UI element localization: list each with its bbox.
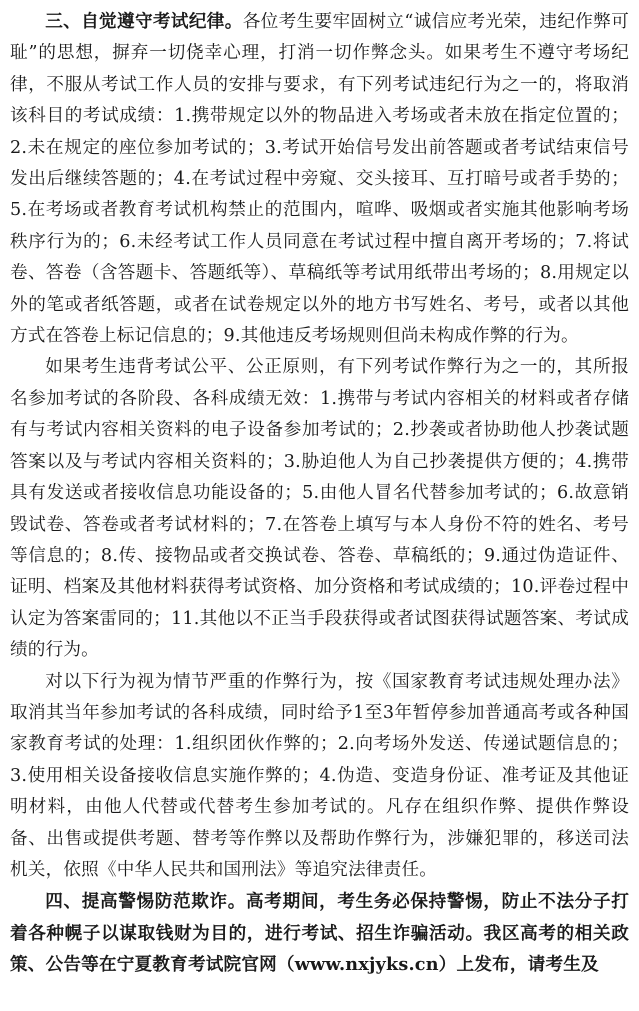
section-three-paragraph [10, 6, 629, 352]
section-three-body: 各位考生要牢固树立“诚信应考光荣，违纪作弊可耻”的思想，摒弃一切侥幸心理，打消一切作弊念头。如果考生不遵守考场纪律，不服从考试工作人员的安排与要求，有下列考试违纪行为之一的，将取消该科目的考试成绩：1.携带规定以外的物品进入考场或者未放在指定位置的；2.未在规定的座位参加考试的；3.考试开始信号发出前答题或者考试结束信号发出后继续答题的；4.在考试过程中旁窥、交头接耳、互打暗号或者手势的；5.在考场或者教育考试机构禁止的范围内，喧哗、吸烟或者实施其他影响考场秩序行为的；6.未经考试工作人员同意在考试过程中擅自离开考场的；7.将试卷、答卷（含答题卡、答题纸等）、草稿纸等考试用纸带出考场的；8.用规定以外的笔或者纸答题，或者在试卷规定以外的地方书写姓名、考号，或者以其他方式在答卷上标记信息的；9.其他违反考场规则但尚未构成作弊的行为。 [10, 12, 629, 347]
cheating-behaviors-paragraph [10, 352, 629, 666]
section-four-paragraph [10, 886, 629, 980]
serious-cheating-paragraph [10, 667, 629, 887]
serious-cheating-body: 对以下行为视为情节严重的作弊行为，按《国家教育考试违规处理办法》取消其当年参加考试的各科成绩，同时给予1至3年暂停参加普通高考或各种国家教育考试的处理：1.组织团伙作弊的；2.向考场外发送、传递试题信息的；3.使用相关设备接收信息实施作弊的；4.伪造、变造身份证、准考证及其他证明材料，由他人代替或代替考生参加考试的。凡存在组织作弊、提供作弊设备、出售或提供考题、替考等作弊以及帮助作弊行为，涉嫌犯罪的，移送司法机关，依照《中华人民共和国刑法》等追究法律责任。 [10, 671, 629, 880]
section-three-heading: 三、自觉遵守考试纪律。 [45, 11, 243, 32]
cheating-behaviors-body: 如果考生违背考试公平、公正原则，有下列考试作弊行为之一的，其所报名参加考试的各阶段、各科成绩无效：1.携带与考试内容相关的材料或者存储有与考试内容相关资料的电子设备参加考试的；2.抄袭或者协助他人抄袭试题答案以及与考试内容相关资料的；3.胁迫他人为自己抄袭提供方便的；4.携带具有发送或者接收信息功能设备的；5.由他人冒名代替参加考试的；6.故意销毁试卷、答卷或者考试材料的；7.在答卷上填写与本人身份不符的姓名、考号等信息的；8.传、接物品或者交换试卷、答卷、草稿纸的；9.通过伪造证件、证明、档案及其他材料获得考试资格、加分资格和考试成绩的；10.评卷过程中认定为答案雷同的；11.其他以不正当手段获得或者试图获得试题答案、考试成绩的行为。 [10, 357, 629, 661]
section-four-heading: 四、提高警惕防范欺诈。 [45, 891, 247, 913]
section-four-body: 高考期间，考生务必保持警惕，防止不法分子打着各种幌子以谋取钱财为目的，进行考试、招生诈骗活动。我区高考的相关政策、公告等在宁夏教育考试院官网（www.nxjyks.cn）上发布，请考生及 [10, 891, 630, 976]
